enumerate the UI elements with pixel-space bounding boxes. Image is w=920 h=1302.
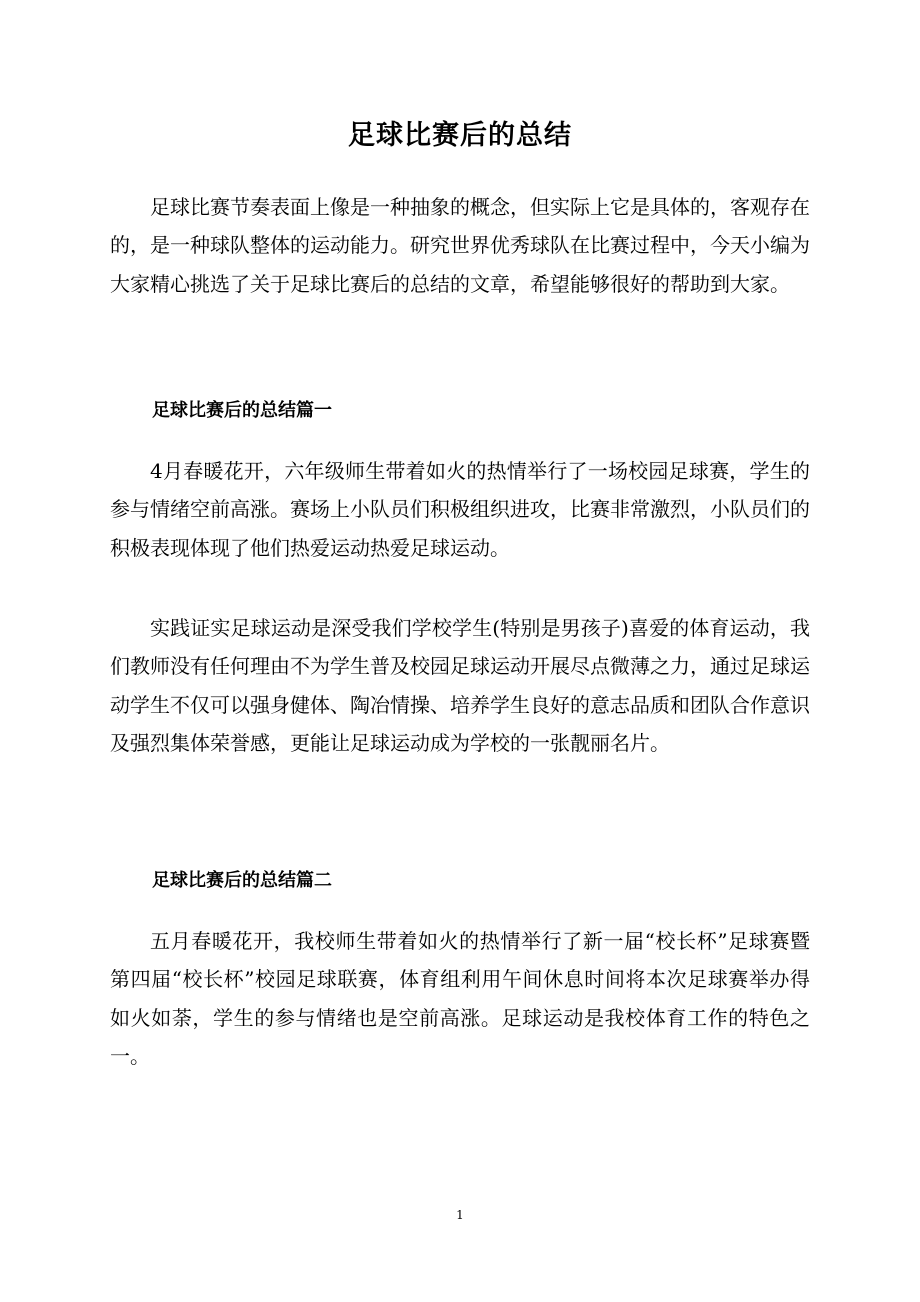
intro-paragraph: 足球比赛节奏表面上像是一种抽象的概念，但实际上它是具体的，客观存在的，是一种球队整体的运动能力。研究世界优秀球队在比赛过程中，今天小编为大家精心挑选了关于足球比赛后的总结的文章，希望能够很好的帮助到大家。 bbox=[110, 195, 810, 296]
section-1-paragraph-2: 实践证实足球运动是深受我们学校学生(特别是男孩子)喜爱的体育运动，我们教师没有任何理由不为学生普及校园足球运动开展尽点微薄之力，通过足球运动学生不仅可以强身健体、陶冶情操、培养学生良好的意志品质和团队合作意识及强烈集体荣誉感，更能让足球运动成为学校的一张靓丽名片。 bbox=[110, 616, 810, 756]
section-heading-2: 足球比赛后的总结篇二 bbox=[152, 870, 332, 891]
section-1-paragraph-1: 4月春暖花开，六年级师生带着如火的热情举行了一场校园足球赛，学生的参与情绪空前高涨。赛场上小队员们积极组织进攻，比赛非常激烈，小队员们的积极表现体现了他们热爱运动热爱足球运动。 bbox=[110, 459, 810, 560]
document-title: 足球比赛后的总结 bbox=[348, 120, 572, 151]
section-heading-1: 足球比赛后的总结篇一 bbox=[152, 400, 332, 421]
page-number: 1 bbox=[456, 1208, 464, 1222]
section-2-paragraph-1: 五月春暖花开，我校师生带着如火的热情举行了新一届“校长杯”足球赛暨第四届“校长杯”校园足球联赛，体育组利用午间休息时间将本次足球赛举办得如火如荼，学生的参与情绪也是空前高涨。足球运动是我校体育工作的特色之一。 bbox=[110, 929, 810, 1069]
